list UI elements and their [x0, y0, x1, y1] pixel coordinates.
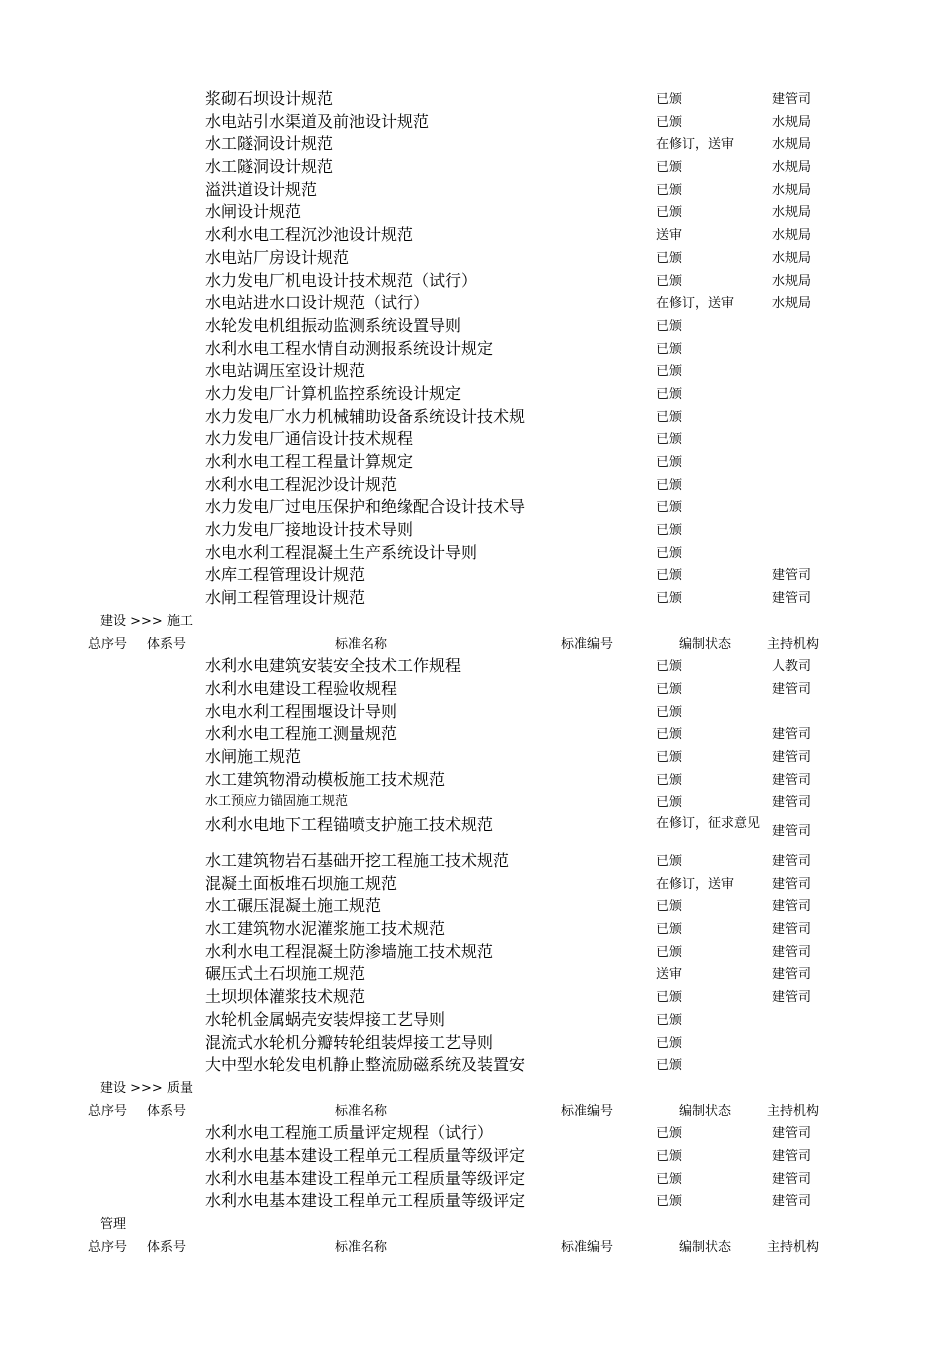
standard-status: 在修订，送审 [656, 137, 735, 153]
standard-name: 水利水电工程泥沙设计规范 [205, 474, 398, 494]
standard-name: 大中型水轮发电机静止整流励磁系统及装置安 [205, 1055, 526, 1075]
standard-status: 在修订，征求意见 [656, 816, 761, 831]
standard-status: 已颁 [656, 1058, 683, 1074]
standard-name: 混流式水轮机分瓣转轮组装焊接工艺导则 [205, 1032, 494, 1052]
column-header-name: 标准名称 [335, 636, 388, 652]
section-title: 管理 [100, 1217, 127, 1232]
standard-status: 已颁 [656, 749, 683, 765]
table-row [0, 986, 950, 1009]
standard-status: 已颁 [656, 795, 683, 811]
standard-name: 水力发电厂水力机械辅助设备系统设计技术规 [205, 406, 526, 426]
standard-status: 已颁 [656, 727, 683, 743]
standard-name: 水力发电厂过电压保护和绝缘配合设计技术导 [205, 497, 526, 517]
standard-status: 在修订，送审 [656, 296, 735, 312]
standard-name: 水电站进水口设计规范（试行） [205, 293, 430, 313]
standard-status: 已颁 [656, 205, 683, 221]
standard-status: 已颁 [656, 1035, 683, 1051]
table-row [0, 406, 950, 429]
standards-table [0, 88, 950, 1258]
standard-name: 水电站引水渠道及前池设计规范 [205, 111, 430, 131]
column-header-seq: 总序号 [88, 1103, 128, 1119]
standard-name: 水闸施工规范 [205, 746, 302, 766]
standard-name: 水工隧洞设计规范 [205, 157, 334, 177]
table-row [0, 564, 950, 587]
section-title: 建设 >>> 施工 [100, 613, 193, 629]
column-header-code: 标准编号 [561, 1103, 614, 1119]
column-header-system: 体系号 [147, 1239, 187, 1255]
standard-name: 水闸设计规范 [205, 202, 302, 222]
table-row [0, 1168, 950, 1191]
table-row [0, 918, 950, 941]
standard-status: 已颁 [656, 364, 683, 380]
standard-org: 建管司 [772, 967, 812, 983]
standard-org: 建管司 [772, 772, 812, 788]
column-header-name: 标准名称 [335, 1103, 388, 1119]
standard-name: 水利水电基本建设工程单元工程质量等级评定 [205, 1168, 526, 1188]
table-row [0, 701, 950, 724]
standard-name: 水利水电工程施工测量规范 [205, 724, 398, 744]
column-header-row [0, 1236, 950, 1259]
table-row [0, 791, 950, 814]
standard-org: 水规局 [772, 137, 812, 153]
section-title-row [0, 1213, 950, 1236]
standard-status: 已颁 [656, 341, 683, 357]
section-title-row [0, 1077, 950, 1100]
standard-status: 已颁 [656, 545, 683, 561]
table-row [0, 428, 950, 451]
standard-name: 水轮机金属蜗壳安装焊接工艺导则 [205, 1009, 446, 1029]
standard-status: 已颁 [656, 409, 683, 425]
standard-status: 已颁 [656, 273, 683, 289]
table-row [0, 814, 950, 850]
table-row [0, 474, 950, 497]
standard-org: 水规局 [772, 182, 812, 198]
standard-org: 建管司 [772, 824, 812, 839]
standard-name: 水力发电厂通信设计技术规程 [205, 429, 414, 449]
standard-name: 水工碾压混凝土施工规范 [205, 896, 382, 916]
standard-status: 已颁 [656, 568, 683, 584]
standard-status: 已颁 [656, 1012, 683, 1028]
column-header-seq: 总序号 [88, 636, 128, 652]
standard-org: 建管司 [772, 1194, 812, 1210]
standard-name: 水闸工程管理设计规范 [205, 588, 366, 608]
standard-name: 水力发电厂接地设计技术导则 [205, 520, 414, 540]
column-header-org: 主持机构 [767, 1239, 820, 1255]
table-row [0, 850, 950, 873]
standard-name: 水电水利工程围堰设计导则 [205, 701, 398, 721]
standard-name: 水利水电工程混凝土防渗墙施工技术规范 [205, 941, 494, 961]
standard-status: 已颁 [656, 1126, 683, 1142]
column-header-seq: 总序号 [88, 1239, 128, 1255]
standard-name: 水利水电工程施工质量评定规程（试行） [205, 1123, 494, 1143]
standard-status: 已颁 [656, 160, 683, 176]
table-row [0, 156, 950, 179]
standard-status: 已颁 [656, 500, 683, 516]
table-row [0, 111, 950, 134]
column-header-code: 标准编号 [561, 1239, 614, 1255]
standard-name: 水利水电工程水情自动测报系统设计规定 [205, 338, 494, 358]
table-row [0, 542, 950, 565]
table-row [0, 496, 950, 519]
standard-status: 已颁 [656, 591, 683, 607]
standard-name: 混凝土面板堆石坝施工规范 [205, 873, 398, 893]
standard-name: 水工建筑物水泥灌浆施工技术规范 [205, 919, 446, 939]
table-row [0, 133, 950, 156]
standard-name: 水工建筑物岩石基础开挖工程施工技术规范 [205, 851, 510, 870]
standard-status: 已颁 [656, 681, 683, 697]
standard-org: 水规局 [772, 296, 812, 312]
standard-org: 建管司 [772, 795, 812, 811]
standard-org: 水规局 [772, 205, 812, 221]
table-row [0, 224, 950, 247]
table-row [0, 360, 950, 383]
standard-org: 建管司 [772, 1171, 812, 1187]
table-row [0, 292, 950, 315]
standard-status: 已颁 [656, 523, 683, 539]
standard-status: 已颁 [656, 854, 683, 869]
column-header-org: 主持机构 [767, 636, 820, 652]
standard-name: 水电站调压室设计规范 [205, 361, 366, 381]
standard-name: 水利水电基本建设工程单元工程质量等级评定 [205, 1191, 526, 1211]
standard-name: 水库工程管理设计规范 [205, 565, 366, 585]
standard-name: 水工建筑物滑动模板施工技术规范 [205, 769, 446, 789]
table-row [0, 1145, 950, 1168]
table-row [0, 587, 950, 610]
standard-status: 已颁 [656, 1194, 683, 1210]
standard-status: 已颁 [656, 114, 683, 130]
standard-status: 已颁 [656, 899, 683, 915]
table-row [0, 1122, 950, 1145]
standard-org: 水规局 [772, 250, 812, 266]
standard-name: 水利水电建设工程验收规程 [205, 678, 398, 698]
column-header-row [0, 1100, 950, 1123]
standard-name: 土坝坝体灌浆技术规范 [205, 987, 366, 1007]
table-row [0, 1009, 950, 1032]
table-row [0, 895, 950, 918]
standard-org: 建管司 [772, 922, 812, 938]
column-header-code: 标准编号 [561, 636, 614, 652]
standard-status: 已颁 [656, 250, 683, 266]
standard-status: 已颁 [656, 432, 683, 448]
table-row [0, 873, 950, 896]
standard-org: 水规局 [772, 228, 812, 244]
standard-org: 建管司 [772, 876, 812, 892]
column-header-row [0, 633, 950, 656]
table-row [0, 270, 950, 293]
standard-status: 已颁 [656, 182, 683, 198]
standard-status: 已颁 [656, 990, 683, 1006]
column-header-status: 编制状态 [679, 636, 732, 652]
table-row [0, 1054, 950, 1077]
table-row [0, 201, 950, 224]
standard-org: 建管司 [772, 899, 812, 915]
section-title: 建设 >>> 质量 [100, 1080, 193, 1096]
standard-name: 水力发电厂机电设计技术规范（试行） [205, 270, 478, 290]
standard-org: 建管司 [772, 854, 812, 869]
table-row [0, 723, 950, 746]
standard-name: 水利水电地下工程锚喷支护施工技术规范 [205, 815, 494, 834]
table-row [0, 179, 950, 202]
table-row [0, 769, 950, 792]
standard-name: 碾压式土石坝施工规范 [205, 964, 366, 984]
standard-status: 已颁 [656, 92, 683, 107]
table-row [0, 519, 950, 542]
standard-org: 水规局 [772, 160, 812, 176]
table-row [0, 383, 950, 406]
table-row [0, 451, 950, 474]
table-row [0, 678, 950, 701]
standard-name: 水利水电工程工程量计算规定 [205, 452, 414, 471]
standard-status: 已颁 [656, 1148, 683, 1164]
table-row [0, 963, 950, 986]
standard-name: 水利水电建筑安装安全技术工作规程 [205, 656, 462, 676]
standard-org: 建管司 [772, 1148, 812, 1164]
table-row [0, 746, 950, 769]
table-row [0, 1032, 950, 1055]
column-header-org: 主持机构 [767, 1103, 820, 1119]
standard-org: 建管司 [772, 944, 812, 960]
standard-status: 已颁 [656, 704, 683, 720]
standard-name: 水力发电厂计算机监控系统设计规定 [205, 383, 462, 403]
standard-status: 已颁 [656, 922, 683, 938]
column-header-status: 编制状态 [679, 1239, 732, 1255]
standard-status: 已颁 [656, 944, 683, 960]
standard-name: 水利水电基本建设工程单元工程质量等级评定 [205, 1145, 526, 1165]
standard-org: 人教司 [772, 659, 812, 675]
column-header-status: 编制状态 [679, 1103, 732, 1119]
standard-org: 建管司 [772, 591, 812, 607]
column-header-system: 体系号 [147, 1103, 187, 1119]
standard-org: 建管司 [772, 749, 812, 765]
standard-name: 水工预应力锚固施工规范 [205, 794, 349, 810]
table-row [0, 88, 950, 111]
standard-name: 水工隧洞设计规范 [205, 134, 334, 154]
standard-status: 已颁 [656, 659, 683, 675]
standard-status: 送审 [656, 967, 683, 983]
standard-name: 浆砌石坝设计规范 [205, 89, 334, 108]
table-row [0, 247, 950, 270]
standard-org: 建管司 [772, 727, 812, 743]
standard-org: 建管司 [772, 568, 812, 584]
standard-org: 建管司 [772, 681, 812, 697]
standard-status: 已颁 [656, 386, 683, 402]
standard-org: 建管司 [772, 990, 812, 1006]
table-row [0, 941, 950, 964]
table-row [0, 338, 950, 361]
section-title-row [0, 610, 950, 633]
standard-status: 送审 [656, 228, 683, 244]
standard-name: 溢洪道设计规范 [205, 179, 318, 199]
table-row [0, 315, 950, 338]
standard-name: 水电站厂房设计规范 [205, 247, 350, 267]
standard-org: 建管司 [772, 92, 812, 107]
column-header-name: 标准名称 [335, 1239, 388, 1255]
standard-status: 已颁 [656, 1171, 683, 1187]
standard-org: 建管司 [772, 1126, 812, 1142]
standard-org: 水规局 [772, 114, 812, 130]
standard-org: 水规局 [772, 273, 812, 289]
standard-status: 已颁 [656, 772, 683, 788]
standard-status: 已颁 [656, 477, 683, 493]
standard-status: 已颁 [656, 455, 683, 470]
standard-name: 水轮发电机组振动监测系统设置导则 [205, 315, 462, 335]
table-row [0, 655, 950, 678]
column-header-system: 体系号 [147, 636, 187, 652]
standard-name: 水电水利工程混凝土生产系统设计导则 [205, 542, 478, 562]
standard-name: 水利水电工程沉沙池设计规范 [205, 225, 414, 245]
standard-status: 已颁 [656, 318, 683, 334]
table-row [0, 1190, 950, 1213]
standard-status: 在修订，送审 [656, 876, 735, 892]
